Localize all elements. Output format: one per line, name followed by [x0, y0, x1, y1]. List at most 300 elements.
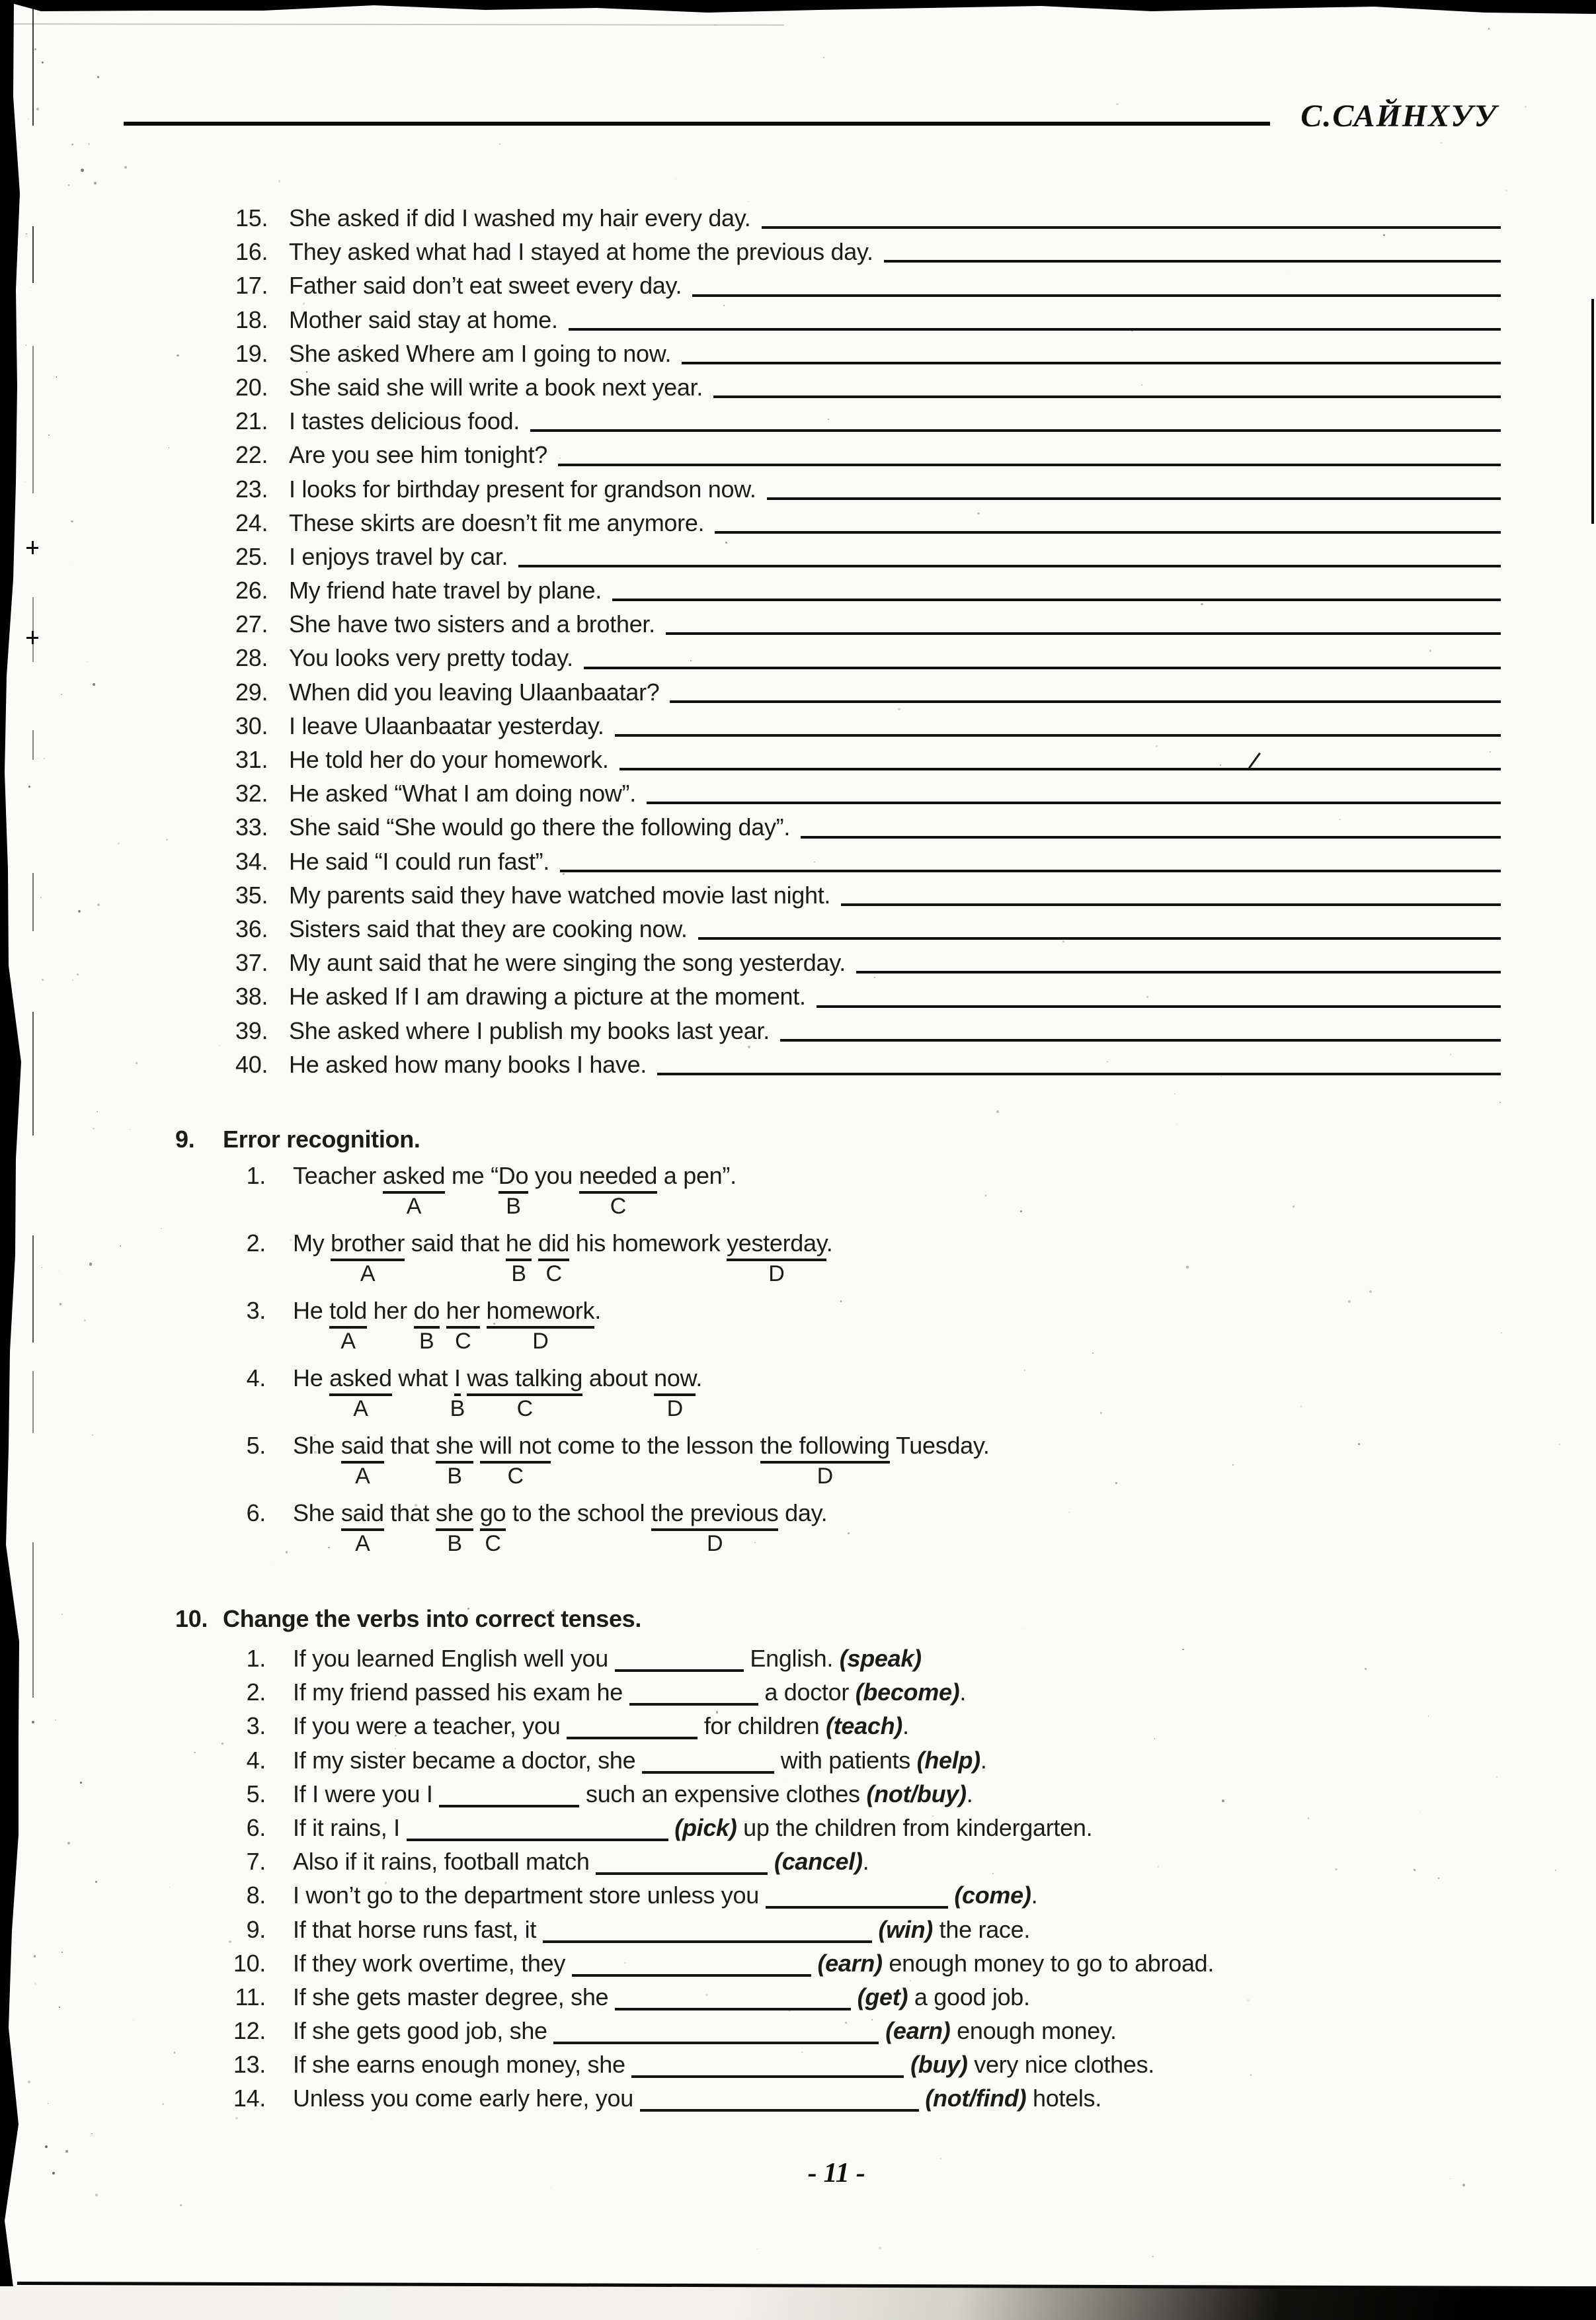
section-number: 9.	[175, 1126, 195, 1153]
word: Teacher	[293, 1162, 383, 1189]
answer-blank-line	[439, 1786, 579, 1807]
item-number: 9.	[246, 1915, 266, 1943]
answer-blank-line	[543, 1922, 872, 1943]
item-number: 27.	[235, 610, 268, 638]
item-text: I tastes delicious food.	[289, 407, 520, 435]
list-item	[235, 1048, 1501, 1081]
word: about	[582, 1364, 655, 1391]
word: that	[383, 1432, 436, 1459]
item-number: 37.	[235, 949, 268, 977]
section-error-recognition	[0, 1122, 1530, 1563]
choice-letter: D	[666, 1396, 683, 1421]
answer-blank-line	[596, 1854, 768, 1875]
verb-hint: (win)	[878, 1915, 933, 1943]
answer-blank-line	[642, 1753, 774, 1774]
scan-speck	[1462, 2184, 1465, 2186]
underlined-word: needed	[579, 1162, 657, 1194]
word	[440, 1297, 446, 1324]
scan-speck	[44, 758, 45, 759]
scan-speck	[45, 2145, 48, 2148]
item-text: My parents said they have watched movie last night.	[289, 881, 831, 909]
item-text: a doctor	[758, 1678, 856, 1706]
item-text: My aunt said that he were singing the song yesterday.	[289, 949, 846, 977]
item-number: 18.	[235, 306, 268, 333]
scan-speck	[97, 903, 100, 906]
list-item	[225, 1946, 1530, 1980]
choice-letters	[293, 1192, 1530, 1226]
answer-blank-line	[631, 2057, 904, 2078]
list-item	[225, 1878, 1530, 1912]
scan-speck	[166, 839, 168, 841]
item-text: I enjoys travel by car.	[289, 542, 508, 570]
answer-blank-line	[560, 870, 1501, 872]
item-number: 4.	[246, 1746, 266, 1774]
word	[532, 1229, 538, 1257]
item-text	[811, 1950, 818, 1977]
list-item	[235, 269, 1501, 302]
answer-blank-line	[698, 937, 1501, 940]
scan-speck	[91, 2134, 93, 2135]
verb-hint: (come)	[954, 1882, 1031, 1909]
word: you	[528, 1162, 579, 1189]
scan-mark	[26, 541, 38, 554]
scan-fold-segment	[32, 730, 34, 760]
underlined-word: asked	[383, 1162, 446, 1194]
item-text: I leave Ulaanbaatar yesterday.	[289, 712, 604, 739]
answer-blank-line	[407, 1820, 668, 1841]
scan-speck	[940, 2158, 941, 2159]
item-text: English.	[743, 1645, 840, 1672]
verb-hint: (become)	[855, 1678, 960, 1706]
scan-speck	[71, 144, 73, 145]
item-text: She have two sisters and a brother.	[289, 610, 655, 638]
item-text: She asked Where am I going to now.	[289, 339, 672, 367]
scan-speck	[124, 166, 127, 169]
error-item	[225, 1294, 1530, 1361]
scan-speck	[676, 179, 677, 180]
underlined-word: do	[414, 1297, 440, 1329]
answer-blank-line	[780, 1039, 1501, 1042]
list-item	[235, 235, 1501, 269]
choice-letter: A	[355, 1464, 370, 1489]
answer-blank-line	[615, 1989, 851, 2010]
scan-fold-segment	[32, 346, 34, 494]
choice-letter: A	[406, 1194, 422, 1219]
list-item	[235, 472, 1501, 506]
scan-speck	[95, 2194, 97, 2196]
item-text: .	[980, 1746, 987, 1774]
list-item	[235, 709, 1501, 743]
word: day.	[778, 1499, 828, 1526]
scan-fold-segment	[32, 7, 34, 126]
scan-speck	[28, 786, 30, 788]
scan-speck	[89, 144, 90, 145]
section-number: 10.	[175, 1605, 208, 1632]
item-text: I looks for birthday present for grandson now.	[289, 475, 756, 503]
item-number: 20.	[235, 373, 268, 401]
underlined-word: I	[454, 1364, 461, 1396]
scan-speck	[71, 520, 73, 523]
scan-speck	[78, 910, 81, 913]
scan-edge-top	[0, 0, 1596, 30]
scan-speck	[28, 118, 29, 120]
list-item	[225, 1980, 1530, 2014]
item-text: He said “I could run fast”.	[289, 847, 550, 875]
item-text: My friend hate travel by plane.	[289, 577, 602, 604]
item-number: 35.	[235, 881, 268, 909]
item-text: Mother said stay at home.	[289, 306, 558, 333]
sentence-text	[293, 1159, 737, 1192]
scan-speck	[52, 2172, 55, 2175]
item-text: He asked how many books I have.	[289, 1050, 647, 1078]
item-text: Sisters said that they are cooking now.	[289, 915, 688, 942]
item-number: 26.	[235, 577, 268, 604]
item-number: 30.	[235, 712, 268, 739]
underlined-word: said	[341, 1432, 384, 1464]
underlined-word: said	[341, 1499, 384, 1531]
choice-letter: C	[610, 1194, 627, 1219]
item-number: 2.	[246, 1229, 266, 1257]
underlined-word: yesterday	[727, 1229, 826, 1261]
scan-speck	[371, 2118, 372, 2119]
underlined-word: told	[329, 1297, 367, 1329]
verb-hint: (earn)	[817, 1949, 883, 1977]
choice-letters	[293, 1530, 1530, 1563]
list-item	[235, 641, 1501, 675]
item-number: 24.	[235, 509, 268, 536]
scan-speck	[219, 1045, 220, 1046]
answer-blank-line	[713, 395, 1501, 398]
item-text	[668, 1814, 675, 1841]
scan-speck	[42, 62, 43, 63]
item-number: 2.	[246, 1678, 266, 1706]
error-item	[225, 1496, 1530, 1563]
item-text: .	[959, 1678, 967, 1706]
answer-blank-line	[682, 362, 1501, 364]
list-item	[235, 776, 1501, 810]
item-text: If I were you I	[293, 1780, 440, 1807]
item-number: 6.	[246, 1813, 266, 1841]
error-item	[225, 1226, 1530, 1294]
underlined-word: he	[506, 1229, 532, 1261]
answer-blank-line	[692, 294, 1501, 297]
scan-speck	[996, 1110, 998, 1112]
answer-blank-line	[569, 328, 1501, 331]
scan-speck	[180, 2204, 182, 2206]
item-text: When did you leaving Ulaanbaatar?	[289, 678, 660, 706]
choice-letter: D	[768, 1261, 785, 1286]
underlined-word: now	[654, 1364, 696, 1396]
word: me “	[445, 1162, 499, 1189]
item-number: 21.	[235, 407, 268, 435]
choice-letters	[293, 1462, 1530, 1496]
scan-speck	[69, 564, 71, 565]
list-item	[235, 404, 1501, 438]
word: He	[293, 1297, 330, 1324]
item-text: .	[966, 1780, 973, 1807]
item-text: He asked If I am drawing a picture at the moment.	[289, 983, 806, 1011]
answer-blank-line	[612, 599, 1501, 601]
item-text: She said “She would go there the following day”.	[289, 813, 791, 841]
item-number: 7.	[246, 1848, 266, 1876]
error-item	[225, 1429, 1530, 1496]
choice-letter: C	[507, 1464, 524, 1489]
scan-speck	[87, 661, 88, 662]
item-text: He told her do your homework.	[289, 746, 609, 773]
scan-speck	[1488, 28, 1490, 29]
scan-speck	[34, 48, 36, 50]
page-header	[124, 98, 1497, 134]
underlined-word: she	[436, 1499, 473, 1531]
list-item	[235, 303, 1501, 337]
underlined-word: Do	[499, 1162, 528, 1194]
item-text: very nice clothes.	[967, 2051, 1154, 2079]
answer-blank-line	[619, 768, 1501, 770]
sentence-text	[293, 1496, 827, 1530]
answer-blank-line	[518, 565, 1501, 567]
scan-speck	[65, 2150, 68, 2153]
choice-letters	[293, 1395, 1530, 1429]
list-item	[225, 1777, 1530, 1811]
scan-speck	[169, 447, 170, 448]
item-text: They asked what had I stayed at home the previous day.	[289, 238, 873, 266]
item-number: 33.	[235, 813, 268, 841]
list-item	[225, 1641, 1530, 1675]
scan-speck	[25, 481, 26, 483]
answer-blank-line	[666, 632, 1501, 635]
answer-blank-line	[640, 2091, 919, 2112]
item-text	[948, 1882, 955, 1909]
list-item	[225, 1844, 1530, 1878]
scan-edge-right	[1591, 299, 1594, 524]
underlined-word: the following	[760, 1432, 890, 1464]
answer-blank-line	[615, 1651, 744, 1672]
list-item	[235, 573, 1501, 607]
list-item	[225, 1811, 1530, 1844]
list-item	[235, 337, 1501, 370]
item-text: If you were a teacher, you	[293, 1712, 567, 1740]
verb-hint: (teach)	[826, 1712, 902, 1740]
item-number: 3.	[246, 1297, 266, 1324]
scan-speck	[38, 758, 39, 759]
item-number: 5.	[246, 1432, 266, 1459]
item-text: with patients	[774, 1746, 917, 1774]
verb-hint: (get)	[857, 1983, 908, 2010]
item-number: 32.	[235, 780, 268, 808]
scan-fold-segment	[32, 226, 34, 283]
choice-letter: C	[485, 1531, 501, 1556]
word: She	[293, 1432, 341, 1459]
scan-speck	[235, 2117, 238, 2120]
word: My	[293, 1229, 331, 1257]
item-text: for children	[698, 1712, 826, 1740]
choice-letter: B	[450, 1396, 465, 1421]
scan-speck	[550, 2188, 551, 2189]
error-sentence	[225, 1226, 1530, 1260]
sentence-text	[293, 1226, 832, 1260]
section-heading	[175, 1602, 1530, 1636]
answer-blank-line	[841, 903, 1501, 906]
word: that	[383, 1499, 436, 1526]
list-item	[235, 540, 1501, 573]
answer-blank-line	[762, 226, 1501, 229]
underlined-word: she	[436, 1432, 473, 1464]
word	[461, 1364, 467, 1391]
error-sentence	[225, 1496, 1530, 1530]
section-tense-change	[0, 1602, 1530, 2116]
item-text: hotels.	[1026, 2085, 1101, 2112]
choice-letter: D	[532, 1329, 549, 1354]
item-text: Are you see him tonight?	[289, 441, 548, 469]
list-item	[235, 1014, 1501, 1048]
item-number: 29.	[235, 678, 268, 706]
scan-speck	[278, 180, 281, 183]
underlined-word: the previous	[651, 1499, 779, 1531]
verb-hint: (not/buy)	[866, 1780, 967, 1807]
choice-letter: C	[545, 1261, 562, 1286]
word: .	[826, 1229, 833, 1257]
answer-blank-line	[817, 1005, 1501, 1008]
list-item	[235, 810, 1501, 844]
scan-speck	[40, 897, 42, 898]
item-number: 40.	[235, 1050, 268, 1078]
word	[473, 1432, 480, 1459]
verb-hint: (buy)	[910, 2051, 968, 2079]
item-number: 23.	[235, 475, 268, 503]
scan-speck	[136, 1062, 137, 1063]
scan-fold-segment	[32, 873, 34, 931]
item-text: If my friend passed his exam he	[293, 1678, 629, 1706]
scan-speck	[823, 57, 824, 58]
item-text	[851, 1983, 858, 2010]
list-item	[235, 878, 1501, 912]
answer-blank-line	[629, 1684, 758, 1706]
scan-speck	[72, 979, 73, 981]
item-text	[768, 1848, 774, 1875]
item-number: 4.	[246, 1364, 266, 1391]
item-text	[904, 2051, 910, 2078]
sentence-text	[293, 1429, 990, 1462]
item-text: You looks very pretty today.	[289, 644, 573, 672]
item-text: enough money.	[950, 2017, 1117, 2045]
verb-hint: (cancel)	[774, 1848, 863, 1876]
choice-letter: B	[506, 1194, 521, 1219]
item-number: 13.	[233, 2051, 266, 2079]
item-text: .	[902, 1712, 909, 1740]
verb-hint: (speak)	[839, 1645, 922, 1672]
answer-blank-line	[615, 734, 1501, 737]
choice-letter: D	[817, 1464, 833, 1489]
item-text: Father said don’t eat sweet every day.	[289, 272, 682, 300]
error-recognition-items	[0, 1159, 1530, 1563]
item-number: 36.	[235, 915, 268, 942]
verb-hint: (pick)	[674, 1813, 737, 1841]
answer-blank-line	[766, 1887, 948, 1909]
scan-fold-segment	[32, 1235, 34, 1343]
item-text: If you learned English well you	[293, 1645, 615, 1672]
item-text: If that horse runs fast, it	[293, 1915, 543, 1943]
item-text: If she gets good job, she	[293, 2017, 554, 2045]
error-sentence	[225, 1361, 1530, 1395]
item-number: 5.	[246, 1780, 266, 1807]
word: said that	[405, 1229, 506, 1257]
scan-speck	[77, 974, 79, 976]
item-text: If it rains, I	[293, 1813, 407, 1841]
choice-letters	[293, 1327, 1530, 1361]
verb-hint: (not/find)	[925, 2085, 1027, 2112]
answer-blank-line	[884, 260, 1501, 263]
item-text: Unless you come early here, you	[293, 2085, 640, 2112]
error-sentence	[225, 1429, 1530, 1462]
section-heading	[175, 1122, 1530, 1156]
scan-speck	[30, 287, 31, 288]
scan-speck	[48, 435, 50, 436]
section-title: Change the verbs into correct tenses.	[223, 1605, 642, 1632]
item-text: If my sister became a doctor, she	[293, 1746, 643, 1774]
word: .	[594, 1297, 601, 1324]
list-item	[225, 1709, 1530, 1743]
scan-speck	[1152, 2256, 1154, 2258]
item-text: such an expensive clothes	[579, 1780, 867, 1807]
item-number: 6.	[246, 1499, 266, 1526]
scan-fold-line	[32, 7, 34, 1726]
item-number: 15.	[235, 204, 268, 231]
scan-speck	[1441, 142, 1442, 144]
item-text: She said she will write a book next year.	[289, 373, 703, 401]
item-text: Also if it rains, football match	[293, 1848, 596, 1876]
list-item	[235, 743, 1501, 776]
item-text: up the children from kindergarten.	[737, 1813, 1093, 1841]
underlined-word: will not	[480, 1432, 551, 1464]
scan-speck	[94, 182, 96, 184]
scan-speck	[26, 345, 27, 346]
word: come to the lesson	[551, 1432, 760, 1459]
item-number: 1.	[246, 1645, 266, 1672]
choice-letter: B	[447, 1464, 462, 1489]
item-number: 25.	[235, 542, 268, 570]
scanner-shadow	[0, 2286, 1596, 2320]
item-text	[919, 2085, 926, 2112]
list-item	[235, 979, 1501, 1013]
scan-speck	[61, 694, 62, 695]
item-text: the race.	[932, 1915, 1031, 1943]
choice-letter: B	[419, 1329, 434, 1354]
item-text: She asked where I publish my books last year.	[289, 1016, 770, 1044]
item-number: 3.	[246, 1712, 266, 1740]
choice-letter: C	[516, 1396, 533, 1421]
item-number: 19.	[235, 339, 268, 367]
item-number: 12.	[233, 2017, 266, 2045]
answer-blank-line	[530, 429, 1501, 432]
verb-hint: (help)	[916, 1746, 980, 1774]
item-number: 39.	[235, 1016, 268, 1044]
choice-letter: A	[340, 1329, 356, 1354]
scan-speck	[93, 683, 95, 686]
list-item	[235, 370, 1501, 404]
answer-blank-line	[647, 802, 1501, 804]
scan-speck	[879, 2247, 881, 2249]
list-item	[225, 2081, 1530, 2115]
item-text: enough money to go to abroad.	[882, 1949, 1215, 1977]
word: a pen”.	[657, 1162, 737, 1189]
item-text: She asked if did I washed my hair every day.	[289, 204, 751, 231]
list-item	[235, 438, 1501, 472]
underlined-word: go	[480, 1499, 506, 1531]
list-item	[225, 1743, 1530, 1777]
word: .	[696, 1364, 703, 1391]
item-number: 34.	[235, 847, 268, 875]
underlined-word: did	[538, 1229, 569, 1261]
